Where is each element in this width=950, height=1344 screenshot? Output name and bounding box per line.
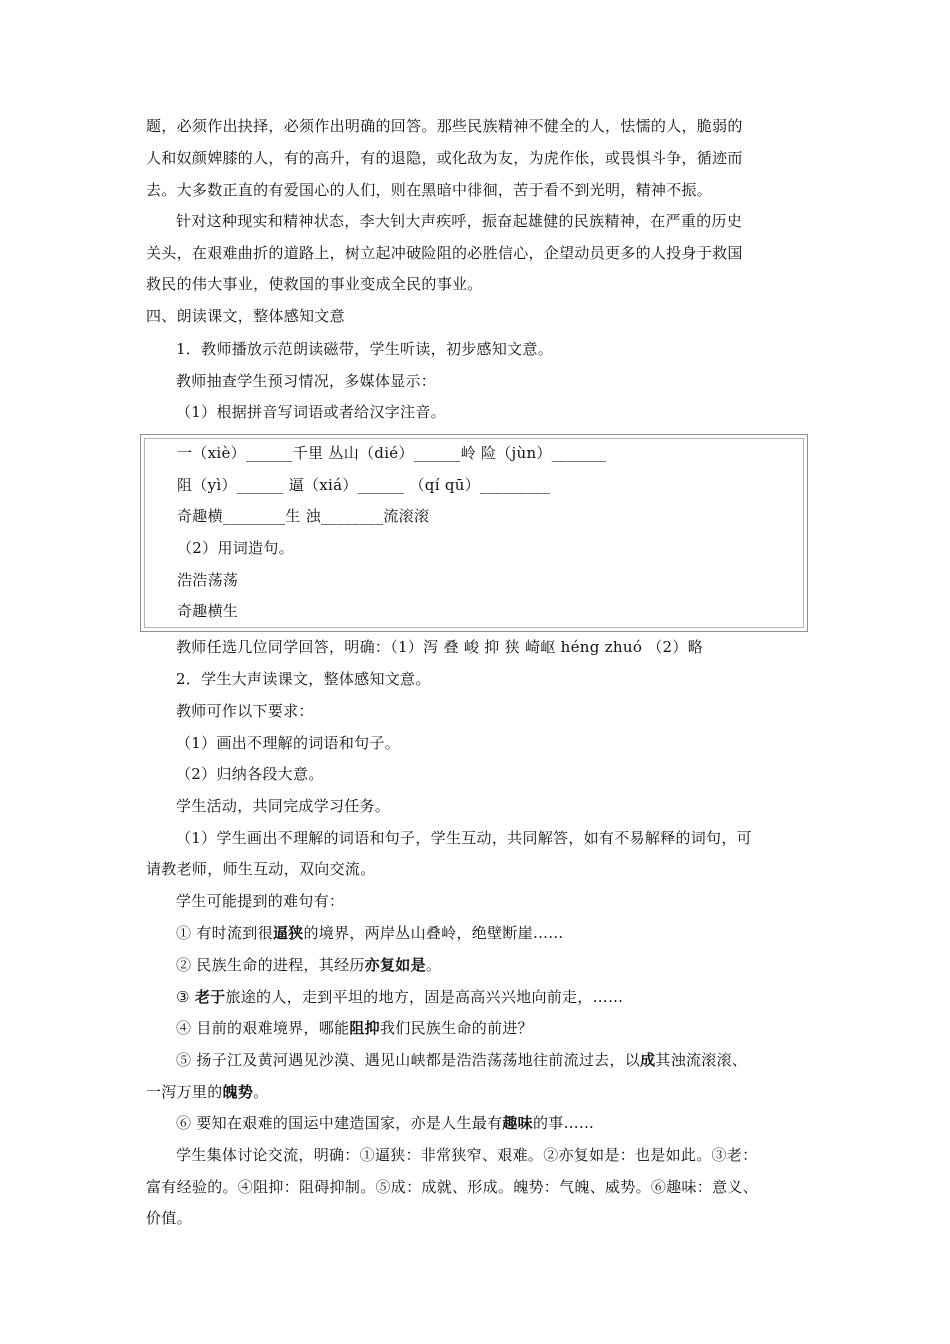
hard-sentence-6 xyxy=(176,1113,594,1133)
hard-sentence-1 xyxy=(176,923,564,943)
sentence-text: 一泻万里的 xyxy=(146,1083,223,1101)
key-word: 趣味 xyxy=(502,1114,533,1132)
exercise-box xyxy=(140,434,808,632)
key-word: 魄势 xyxy=(222,1083,254,1101)
sentence-text: 的境界，两岸丛山叠岭，绝壁断崖…… xyxy=(303,924,564,942)
requirement-intro: 教师可作以下要求： xyxy=(176,702,314,720)
requirement-1: （1）画出不理解的词语和句子。 xyxy=(176,734,401,752)
exercise-row-2: 阻（yì）______ 逼（xiá）______ （qí qū）_________ xyxy=(177,476,551,494)
sentence-text: ④ 目前的艰难境界，哪能 xyxy=(176,1019,350,1037)
text-line: 去。大多数正直的有爱国心的人们，则在黑暗中徘徊，苦于看不到光明，精神不振。 xyxy=(146,181,713,199)
key-word: 逼狭 xyxy=(272,924,304,942)
text-line: 请教老师，师生互动，双向交流。 xyxy=(146,860,376,878)
text-line: 关头，在艰难曲折的道路上，树立起冲破险阻的必胜信心，企望动员更多的人投身于救国 xyxy=(146,244,743,262)
hard-sentence-3 xyxy=(176,987,623,1007)
word-1: 浩浩荡荡 xyxy=(177,571,239,589)
exercise-row-3: 奇趣横________生 浊________流滚滚 xyxy=(177,507,430,525)
key-word: 成 xyxy=(640,1051,656,1069)
sentence-text: ⑤ 扬子江及黄河遇见沙漠、遇见山峡都是浩浩荡荡地往前流过去，以 xyxy=(176,1051,641,1069)
hard-sentence-2 xyxy=(176,955,441,975)
sentence-text: ⑥ 要知在艰难的国运中建造国家，亦是人生最有 xyxy=(176,1114,503,1132)
hard-sentence-5-cont xyxy=(146,1082,268,1102)
requirement-2: （2）归纳各段大意。 xyxy=(176,765,324,783)
text-line: 学生集体讨论交流，明确：①逼狭：非常狭窄、艰难。②亦复如是：也是如此。③老： xyxy=(176,1146,758,1164)
sentence-text: ① 有时流到很 xyxy=(176,924,273,942)
activity-line: 学生活动，共同完成学习任务。 xyxy=(176,797,391,815)
answer-line: 教师任选几位同学回答，明确：（1）泻 叠 峻 抑 狭 崎岖 héng zhuó （2）略 xyxy=(176,638,703,656)
sentence-text: 旅途的人，走到平坦的地方，固是高高兴兴地向前走，…… xyxy=(225,988,624,1006)
section-heading: 四、朗读课文，整体感知文意 xyxy=(146,307,345,325)
exercise-row-1: 一（xiè）______千里 丛山（dié）______岭 险（jùn）_______ xyxy=(177,444,607,462)
step-2: 2．学生大声读课文，整体感知文意。 xyxy=(176,670,431,688)
task-1: （1）根据拼音写词语或者给汉字注音。 xyxy=(176,403,446,421)
text-line: 针对这种现实和精神状态，李大钊大声疾呼，振奋起雄健的民族精神，在严重的历史 xyxy=(176,212,743,230)
sentence-text: ② 民族生命的进程，其经历 xyxy=(176,956,365,974)
sentence-text: 其浊流滚滚、 xyxy=(655,1051,748,1069)
key-word: 阻抑 xyxy=(349,1019,380,1037)
hard-sentence-5 xyxy=(176,1050,747,1070)
text-line: 人和奴颜婢膝的人，有的高升，有的退隐，或化敌为友，为虎作伥，或畏惧斗争，循迹而 xyxy=(146,149,743,167)
text-line: 富有经验的。④阻抑：阻碍抑制。⑤成：成就、形成。魄势：气魄、威势。⑥趣味：意义、 xyxy=(146,1178,759,1196)
sentence-text: 。 xyxy=(253,1083,269,1101)
sentence-text: 我们民族生命的前进？ xyxy=(379,1019,533,1037)
word-2: 奇趣横生 xyxy=(177,602,239,620)
text-line: 价值。 xyxy=(146,1209,192,1227)
sentence-text: 的事…… xyxy=(532,1114,595,1132)
check-intro: 教师抽查学生预习情况，多媒体显示： xyxy=(176,372,437,390)
hard-sentences-intro: 学生可能提到的难句有： xyxy=(176,892,345,910)
hard-sentence-4 xyxy=(176,1018,533,1038)
sentence-text: ③ xyxy=(176,988,195,1006)
text-line: 救民的伟大事业，使救国的事业变成全民的事业。 xyxy=(146,275,483,293)
sentence-text: 。 xyxy=(425,956,442,974)
step-1: 1．教师播放示范朗读磁带，学生听读，初步感知文意。 xyxy=(176,340,554,358)
key-word: 亦复如是 xyxy=(364,956,426,974)
text-line: （1）学生画出不理解的词语和句子，学生互动，共同解答，如有不易解释的词句，可 xyxy=(176,829,752,847)
text-line: 题，必须作出抉择，必须作出明确的回答。那些民族精神不健全的人，怯懦的人，脆弱的 xyxy=(146,117,743,135)
key-word: 老于 xyxy=(194,988,226,1006)
task-2: （2）用词造句。 xyxy=(177,539,294,557)
